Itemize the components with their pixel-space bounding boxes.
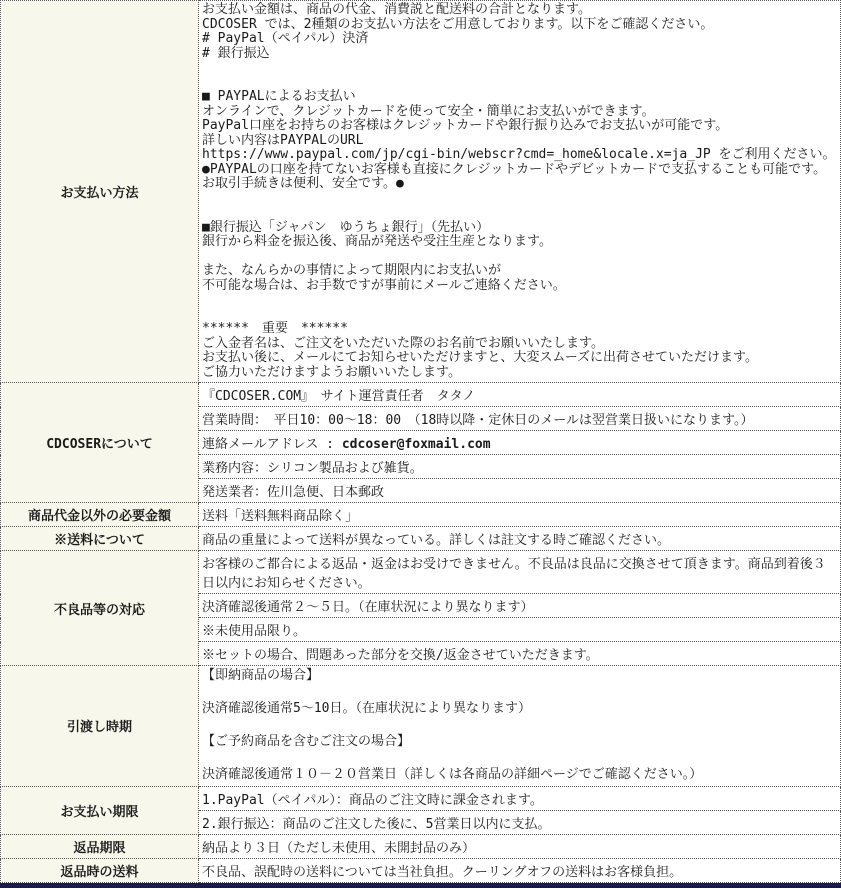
payment-method-content	[199, 1, 841, 383]
delivery-header: 引渡し時期	[1, 666, 199, 787]
row-return-shipping	[1, 858, 841, 882]
bottom-section-divider	[0, 883, 841, 888]
row-extra-fee	[1, 503, 841, 527]
about-shippers: 発送業者：佐川急便、日本郵政	[199, 479, 841, 503]
row-return-deadline	[1, 834, 841, 858]
row-payment-deadline-paypal	[1, 786, 841, 810]
about-business-hours: 営業時間： 平日10：00～18：00 （18時以降・定休日のメールは翌営業日扱いになります。）	[199, 407, 841, 431]
about-header: CDCOSERについて	[1, 383, 199, 503]
defective-exchange-time: 決済確認後通常２～５日。（在庫状況により異なります）	[199, 594, 841, 618]
shipping-note-content: 商品の重量によって送料が異なっている。詳しくは註文する時ご確認ください。	[199, 527, 841, 551]
shipping-note-header: ※送料について	[1, 527, 199, 551]
defective-policy-main: お客様のご都合による返品・返金はお受けできません。不良品は良品に交換させて頂きます。商品到着後３日以内にお知らせください。	[199, 551, 841, 594]
defective-unused-only: ※未使用品限り。	[199, 618, 841, 642]
payment-method-text: お支払い金額は、商品の代金、消費説と配送料の合計となります。 CDCOSER では、2種類のお支払い方法をご用意しております。以下をご確認ください。 # PayPal（ペイパル）決済 # 銀行振込 ■ PAYPALによるお支払い オンラインで、クレジットカードを使って安全・簡単にお支払いができます。 PayPal口座をお持ちのお客様はクレジットカードや銀行振り込みでお支払いが可能です。 詳しい内容はPAYPALのURL https://www.paypal.com/jp/cgi-bin/webscr?cmd=_home&locale.x=ja_JP をご利用ください。 ●PAYPALの口座を持てないお客様も直接にクレジットカードやデビットカードで支払することも可能です。 お取引手続きは便利、安全です。● ■銀行振込「ジャパン ゆうちょ銀行」（先払い） 銀行から料金を振込後、商品が発送や受注生産となります。 また、なんらかの事情によって期限内にお支払いが 不可能な場合は、お手数ですが事前にメールご連絡ください。 ****** 重要 ****** ご入金者名は、ご注文をいただいた際のお名前でお願いいたします。 お支払い後に、メールにてお知らせいただけますと、大変スムーズに出荷させていただけます。 ご協力いただけますようお願いいたします。	[202, 2, 836, 380]
payment-deadline-header: お支払い期限	[1, 786, 199, 834]
extra-fee-content: 送料「送料無料商品除く」	[199, 503, 841, 527]
about-site-operator: 『CDCOSER.COM』 サイト運営責任者 タタノ	[199, 383, 841, 407]
extra-fee-header: 商品代金以外の必要金額	[1, 503, 199, 527]
payment-method-header: お支払い方法	[1, 1, 199, 383]
row-about-site	[1, 383, 841, 407]
return-shipping-content: 不良品、誤配時の送料については当社負担。クーリングオフの送料はお客様負担。	[199, 858, 841, 882]
row-payment-method	[1, 1, 841, 383]
defective-set-note: ※セットの場合、問題あった部分を交換/返金させていただきます。	[199, 642, 841, 666]
return-deadline-content: 納品より３日（ただし未使用、未開封品のみ）	[199, 834, 841, 858]
delivery-text: 【即納商品の場合】 決済確認後通常5～10日。（在庫状況により異なります） 【ご予約商品を含むご注文の場合】 決済確認後通常１０－２０営業日（詳しくは各商品の詳細ページでご確認ください。）	[202, 668, 703, 782]
payment-deadline-paypal: 1.PayPal（ペイパル）：商品のご注文時に課金されます。	[199, 786, 841, 810]
row-shipping-note	[1, 527, 841, 551]
return-shipping-header: 返品時の送料	[1, 858, 199, 882]
contact-email: cdcoser@foxmail.com	[341, 437, 491, 452]
return-deadline-header: 返品期限	[1, 834, 199, 858]
row-defective-policy	[1, 551, 841, 594]
delivery-content	[199, 666, 841, 787]
contact-label: 連絡メールアドレス :	[202, 437, 342, 452]
about-business-content: 業務内容：シリコン製品および雑貨。	[199, 455, 841, 479]
row-delivery-time	[1, 666, 841, 787]
defective-header: 不良品等の対応	[1, 551, 199, 666]
about-contact	[199, 431, 841, 455]
payment-deadline-bank: 2.銀行振込：商品のご注文した後に、5営業日以内に支払。	[199, 810, 841, 834]
